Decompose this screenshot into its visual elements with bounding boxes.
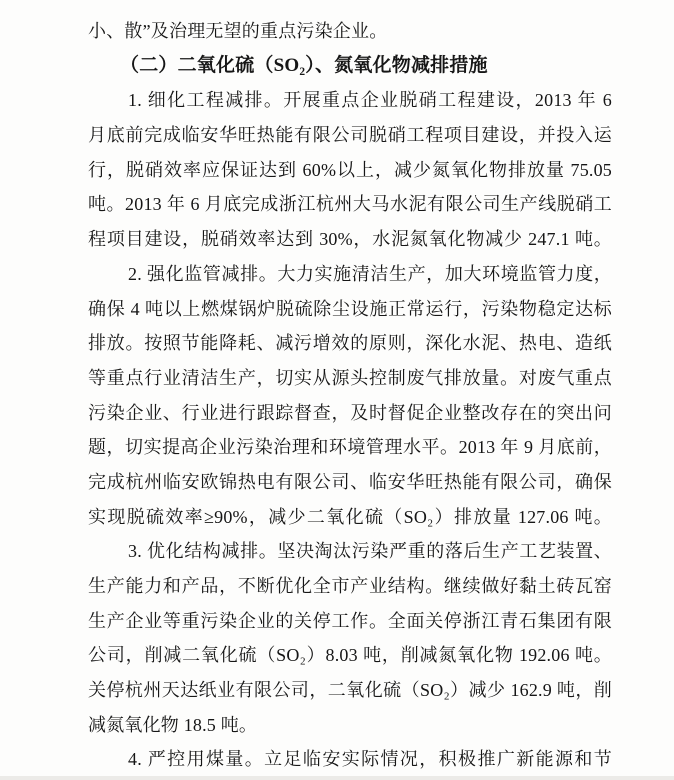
scan-edge bbox=[0, 776, 674, 780]
section-heading: （二）二氧化硫（SO₂）、氮氧化物减排措施 bbox=[120, 54, 488, 76]
text-line: 吨。2013 年 6 月底完成浙江杭州大马水泥有限公司生产线脱硝工 bbox=[88, 194, 612, 215]
text-line: 等重点行业清洁生产，切实从源头控制废气排放量。对废气重点 bbox=[88, 367, 612, 388]
text-line: 小、散”及治理无望的重点污染企业。 bbox=[88, 21, 388, 41]
text-line: 确保 4 吨以上燃煤锅炉脱硫除尘设施正常运行，污染物稳定达标 bbox=[88, 298, 612, 319]
text-line: 1. 细化工程减排。开展重点企业脱硝工程建设，2013 年 6 bbox=[128, 90, 612, 111]
text-line: 污染企业、行业进行跟踪督查，及时督促企业整改存在的突出问 bbox=[88, 402, 612, 423]
text-line: 完成杭州临安欧锦热电有限公司、临安华旺热能有限公司，确保 bbox=[88, 471, 612, 492]
text-line: 生产能力和产品，不断优化全市产业结构。继续做好黏土砖瓦窑 bbox=[88, 576, 612, 596]
text-line: 实现脱硫效率≥90%，减少二氧化硫（SO₂）排放量 127.06 吨。 bbox=[88, 506, 612, 527]
text-line: 2. 强化监管减排。大力实施清洁生产，加大环境监管力度， bbox=[128, 263, 612, 284]
text-line: 关停杭州天达纸业有限公司，二氧化硫（SO₂）减少 162.9 吨，削 bbox=[88, 680, 612, 701]
text-line: 减氮氧化物 18.5 吨。 bbox=[88, 714, 258, 735]
text-line: 生产企业等重污染企业的关停工作。全面关停浙江青石集团有限 bbox=[88, 610, 612, 631]
text-line: 4. 严控用煤量。立足临安实际情况，积极推广新能源和节 bbox=[128, 749, 612, 770]
text-line: 3. 优化结构减排。坚决淘汰污染严重的落后生产工艺装置、 bbox=[128, 541, 612, 562]
text-line: 行，脱硝效率应保证达到 60%以上，减少氮氧化物排放量 75.05 bbox=[88, 159, 612, 180]
text-line: 程项目建设，脱硝效率达到 30%，水泥氮氧化物减少 247.1 吨。 bbox=[88, 229, 612, 250]
text-line: 排放。按照节能降耗、减污增效的原则，深化水泥、热电、造纸 bbox=[88, 333, 612, 354]
text-line: 题，切实提高企业污染治理和环境管理水平。2013 年 9 月底前， bbox=[88, 437, 612, 458]
document-text-block bbox=[88, 14, 612, 777]
text-line: 公司，削减二氧化硫（SO₂）8.03 吨，削减氮氧化物 192.06 吨。 bbox=[88, 645, 612, 666]
text-line: 月底前完成临安华旺热能有限公司脱硝工程项目建设，并投入运 bbox=[88, 125, 612, 146]
